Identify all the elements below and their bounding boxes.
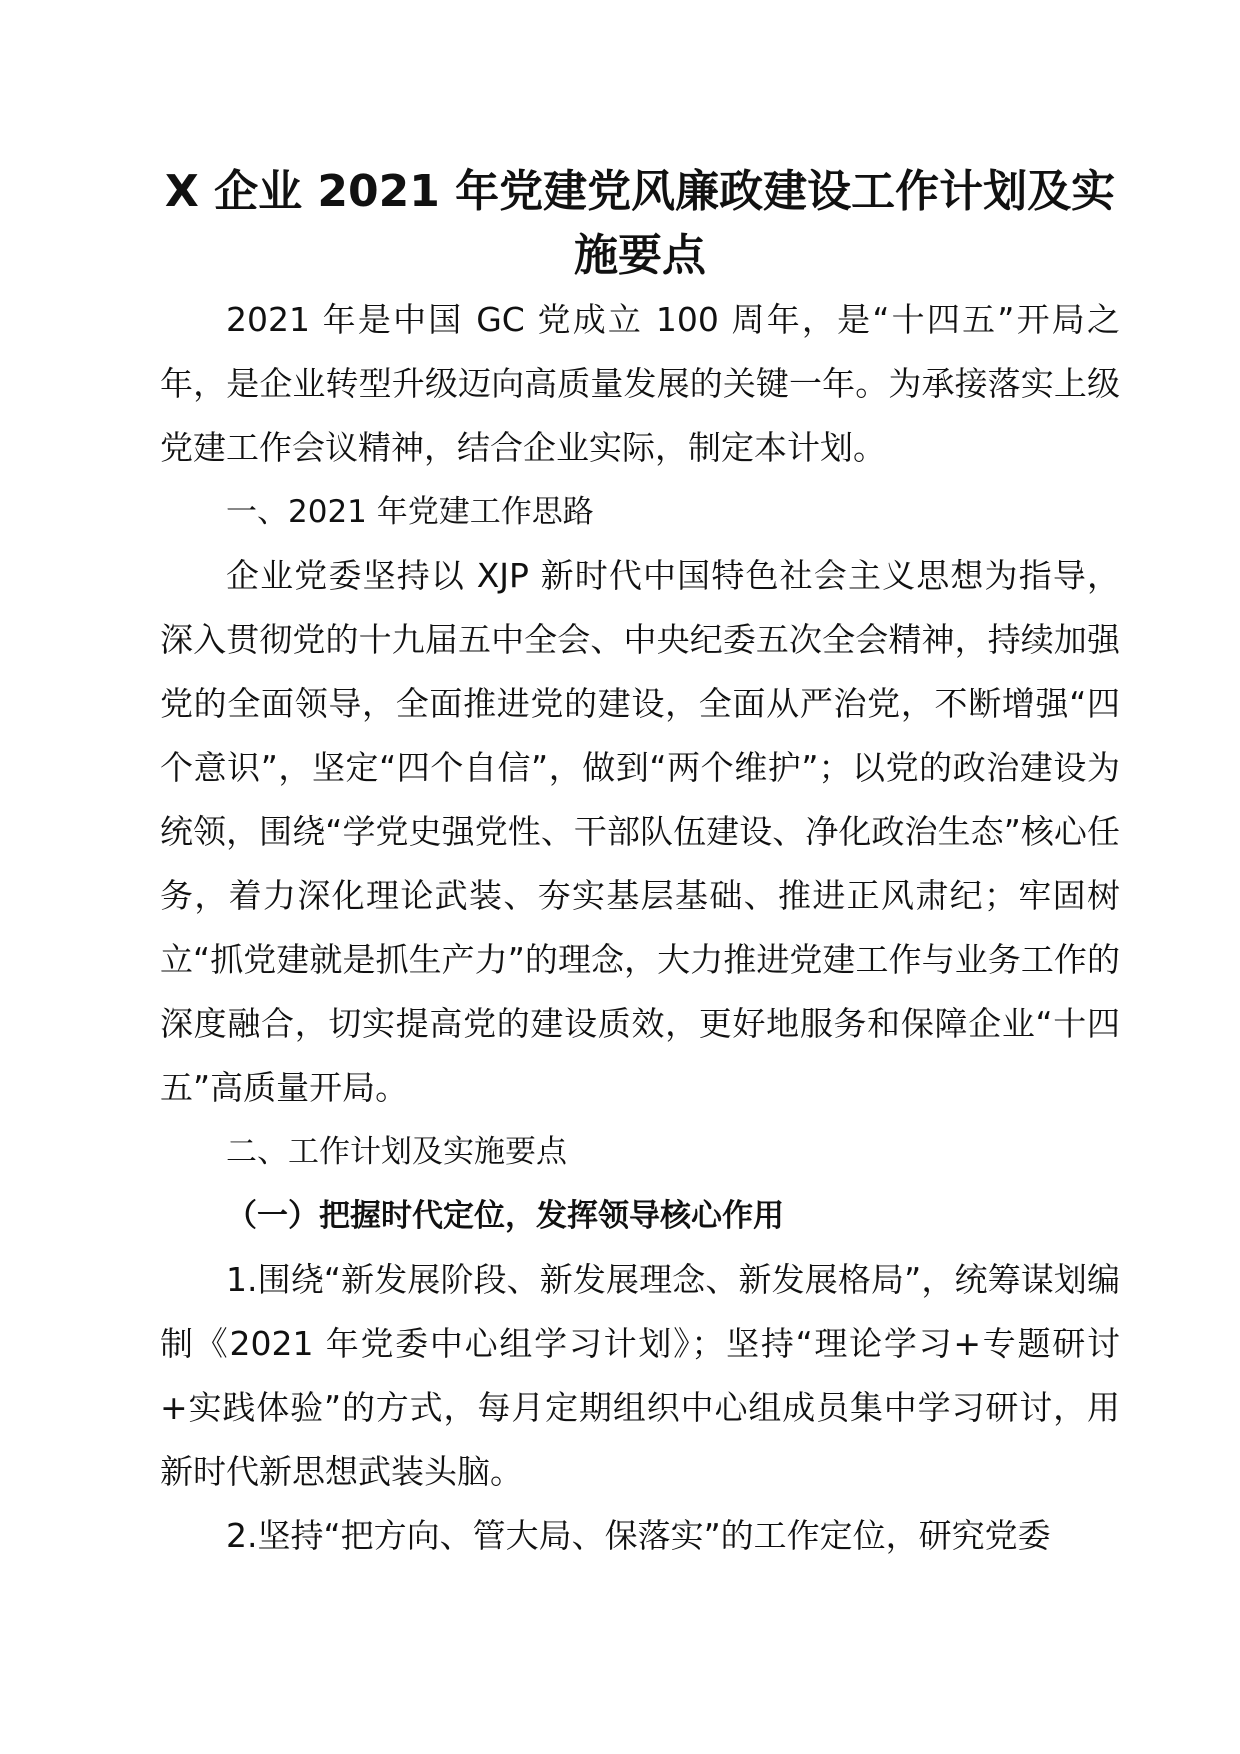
intro-paragraph: 2021 年是中国 GC 党成立 100 周年，是“十四五”开局之年，是企业转型升级迈向高质量发展的关键一年。为承接落实上级党建工作会议精神，结合企业实际，制定本计划。 (160, 300, 1120, 467)
subsection-1-heading: （一）把握时代定位，发挥领导核心作用 (226, 1198, 784, 1234)
section-1-heading: 一、2021 年党建工作思路 (226, 494, 594, 530)
document-page (160, 160, 1120, 1568)
document-title (150, 160, 1130, 288)
item-2-paragraph: 2.坚持“把方向、管大局、保落实”的工作定位，研究党委 (226, 1516, 1051, 1555)
title-line-1: X 企业 2021 年党建党风廉政建设工作计划及实 (164, 166, 1116, 217)
title-line-2: 施要点 (574, 230, 706, 281)
section-1-body: 企业党委坚持以 XJP 新时代中国特色社会主义思想为指导，深入贯彻党的十九届五中全会、中央纪委五次全会精神，持续加强党的全面领导，全面推进党的建设，全面从严治党，不断增强“四个意识”，坚定“四个自信”，做到“两个维护”；以党的政治建设为统领，围绕“学党史强党性、干部队伍建设、净化政治生态”核心任务，着力深化理论武装、夯实基层基础、推进正风肃纪；牢固树立“抓党建就是抓生产力”的理念，大力推进党建工作与业务工作的深度融合，切实提高党的建设质效，更好地服务和保障企业“十四五”高质量开局。 (160, 556, 1120, 1107)
item-1-paragraph: 1.围绕“新发展阶段、新发展理念、新发展格局”，统筹谋划编制《2021 年党委中心组学习计划》；坚持“理论学习+专题研讨+实践体验”的方式，每月定期组织中心组成员集中学习研讨，用新时代新思想武装头脑。 (160, 1260, 1120, 1491)
section-2-heading: 二、工作计划及实施要点 (226, 1134, 567, 1170)
